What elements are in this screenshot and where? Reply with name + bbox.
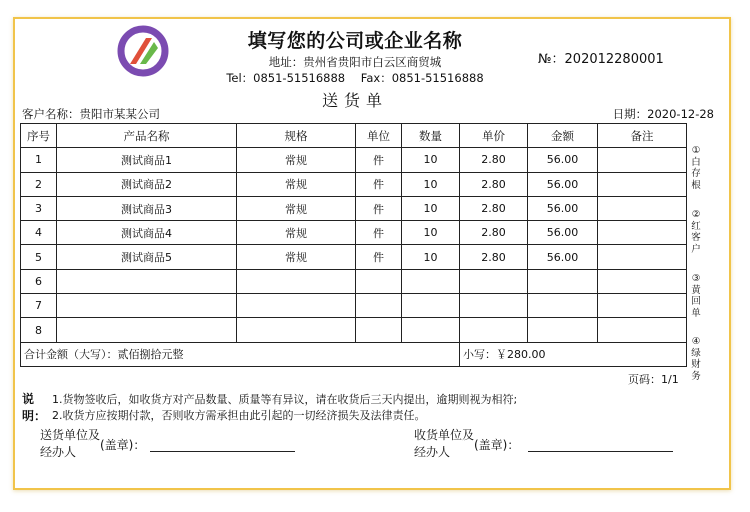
notes-label-1: 说 <box>22 392 35 406</box>
table-row <box>21 196 687 220</box>
cell-remark <box>598 269 687 293</box>
cell-amount <box>528 318 598 342</box>
cell-quantity: 10 <box>402 148 460 172</box>
items-table <box>20 123 687 367</box>
cell-product <box>57 294 237 318</box>
company-logo-icon <box>116 24 170 78</box>
cell-quantity <box>402 294 460 318</box>
cell-product: 测试商品5 <box>57 245 237 269</box>
company-fax: Fax：0851-51516888 <box>360 71 484 85</box>
table-row <box>21 269 687 293</box>
receiver-seal-label: (盖章)： <box>474 438 520 452</box>
cell-remark <box>598 294 687 318</box>
note-line-2: 2.收货方应按期付款，否则收方需承担由此引起的一切经济损失及法律责任。 <box>52 409 426 422</box>
table-total-row <box>21 342 687 366</box>
cell-quantity: 10 <box>402 196 460 220</box>
page-number: 页码：1/1 <box>628 373 679 386</box>
cell-product <box>57 318 237 342</box>
cell-unit: 件 <box>356 245 402 269</box>
total-lower: 小写：￥280.00 <box>460 342 687 366</box>
cell-spec <box>237 318 356 342</box>
table-row <box>21 245 687 269</box>
cell-amount <box>528 294 598 318</box>
cell-price: 2.80 <box>460 245 528 269</box>
cell-amount: 56.00 <box>528 196 598 220</box>
table-row <box>21 294 687 318</box>
cell-product: 测试商品3 <box>57 196 237 220</box>
cell-product: 测试商品1 <box>57 148 237 172</box>
table-row <box>21 172 687 196</box>
cell-quantity: 10 <box>402 221 460 245</box>
cell-unit: 件 <box>356 172 402 196</box>
side-label-green: ④绿财务 <box>691 336 701 382</box>
notes-label-2: 明： <box>22 409 47 423</box>
cell-remark <box>598 245 687 269</box>
cell-index: 3 <box>21 196 57 220</box>
document-number: №：202012280001 <box>538 52 664 67</box>
cell-price: 2.80 <box>460 196 528 220</box>
cell-price <box>460 269 528 293</box>
cell-quantity: 10 <box>402 245 460 269</box>
cell-spec: 常规 <box>237 148 356 172</box>
cell-product: 测试商品2 <box>57 172 237 196</box>
cell-remark <box>598 318 687 342</box>
header-unit: 单位 <box>356 124 402 148</box>
header-quantity: 数量 <box>402 124 460 148</box>
cell-unit <box>356 269 402 293</box>
cell-index: 4 <box>21 221 57 245</box>
cell-remark <box>598 148 687 172</box>
cell-price <box>460 318 528 342</box>
cell-remark <box>598 196 687 220</box>
cell-product: 测试商品4 <box>57 221 237 245</box>
table-header-row <box>21 124 687 148</box>
cell-unit <box>356 318 402 342</box>
side-label-yellow: ③黄回单 <box>691 273 701 319</box>
document-date: 日期：2020-12-28 <box>612 107 714 121</box>
note-line-1: 1.货物签收后，如收货方对产品数量、质量等有异议，请在收货后三天内提出，逾期则视为相符; <box>52 393 518 406</box>
cell-amount: 56.00 <box>528 245 598 269</box>
cell-unit: 件 <box>356 148 402 172</box>
header-product: 产品名称 <box>57 124 237 148</box>
header-spec: 规格 <box>237 124 356 148</box>
cell-quantity <box>402 269 460 293</box>
cell-spec: 常规 <box>237 172 356 196</box>
cell-amount <box>528 269 598 293</box>
cell-price: 2.80 <box>460 148 528 172</box>
company-contact <box>205 70 505 86</box>
cell-unit: 件 <box>356 196 402 220</box>
table-row <box>21 318 687 342</box>
cell-spec <box>237 294 356 318</box>
cell-price <box>460 294 528 318</box>
cell-product <box>57 269 237 293</box>
side-label-red: ②红客户 <box>691 209 701 255</box>
cell-spec: 常规 <box>237 196 356 220</box>
cell-spec: 常规 <box>237 245 356 269</box>
cell-price: 2.80 <box>460 172 528 196</box>
sender-label: 送货单位及经办人 <box>40 428 101 459</box>
cell-index: 1 <box>21 148 57 172</box>
cell-unit <box>356 294 402 318</box>
cell-index: 2 <box>21 172 57 196</box>
cell-index: 7 <box>21 294 57 318</box>
cell-remark <box>598 172 687 196</box>
cell-quantity <box>402 318 460 342</box>
header-amount: 金额 <box>528 124 598 148</box>
cell-index: 5 <box>21 245 57 269</box>
header-index: 序号 <box>21 124 57 148</box>
cell-index: 6 <box>21 269 57 293</box>
cell-amount: 56.00 <box>528 172 598 196</box>
header-remark: 备注 <box>598 124 687 148</box>
receiver-signature-line[interactable] <box>528 451 673 452</box>
cell-quantity: 10 <box>402 172 460 196</box>
cell-amount: 56.00 <box>528 148 598 172</box>
company-name: 填写您的公司或企业名称 <box>247 30 463 52</box>
cell-remark <box>598 221 687 245</box>
document-title: 送货单 <box>321 91 388 110</box>
cell-index: 8 <box>21 318 57 342</box>
company-tel: Tel：0851-51516888 <box>226 71 346 85</box>
cell-price: 2.80 <box>460 221 528 245</box>
table-row <box>21 148 687 172</box>
cell-spec <box>237 269 356 293</box>
sender-seal-label: (盖章)： <box>100 438 146 452</box>
customer-name: 客户名称：贵阳市某某公司 <box>22 107 160 121</box>
sender-signature-line[interactable] <box>150 451 295 452</box>
total-upper: 合计金额（大写）：贰佰捌拾元整 <box>21 342 460 366</box>
side-label-white: ①白存根 <box>691 145 701 191</box>
receiver-label: 收货单位及经办人 <box>414 428 475 459</box>
cell-unit: 件 <box>356 221 402 245</box>
header-price: 单价 <box>460 124 528 148</box>
company-address: 地址：贵州省贵阳市白云区商贸城 <box>268 55 442 69</box>
table-row <box>21 221 687 245</box>
cell-spec: 常规 <box>237 221 356 245</box>
cell-amount: 56.00 <box>528 221 598 245</box>
